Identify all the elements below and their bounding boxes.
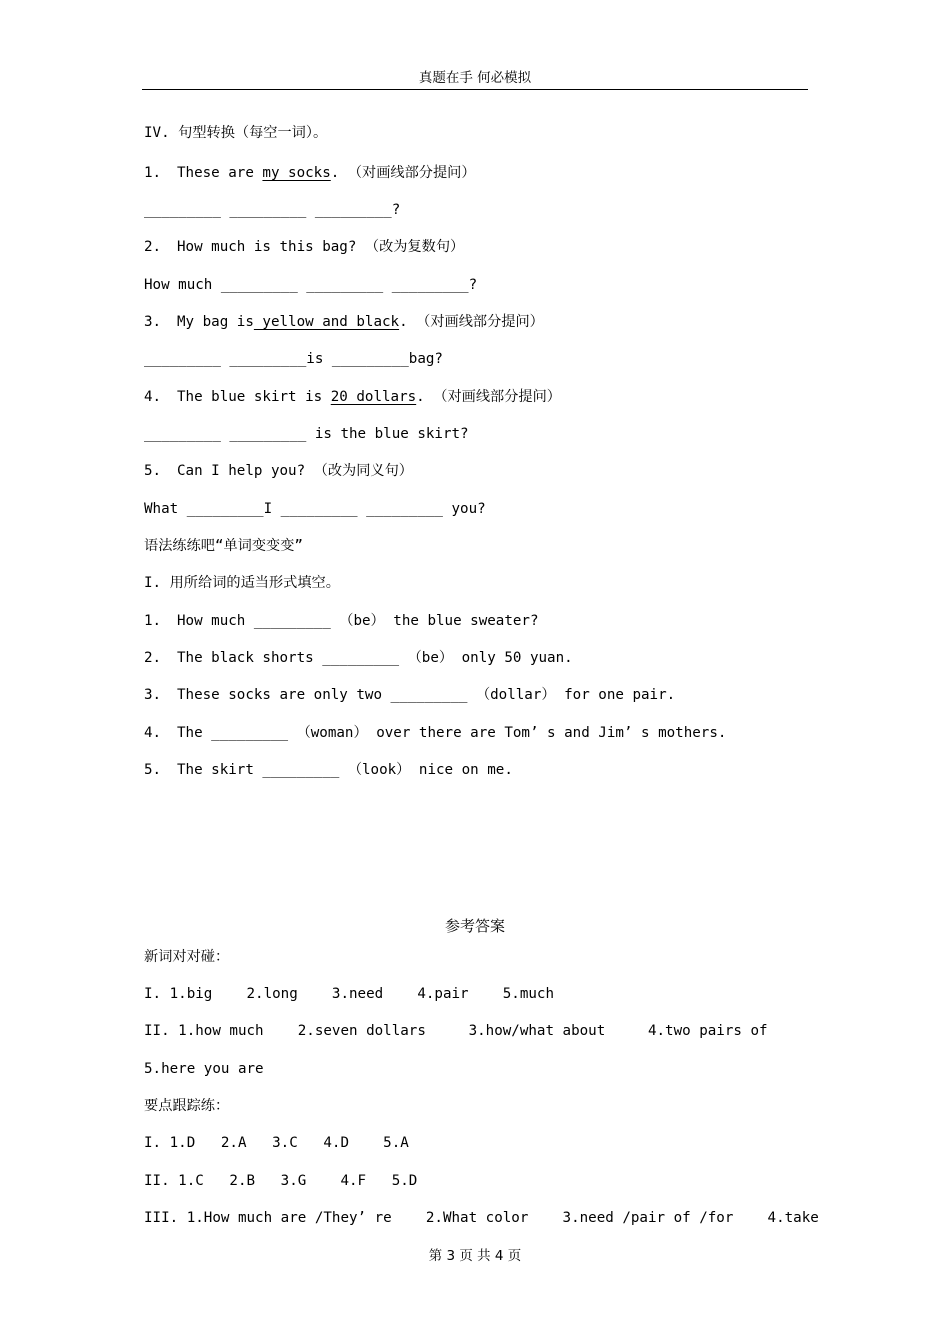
grammar-item-5 xyxy=(144,761,513,779)
answer-line: 新词对对碰： xyxy=(144,949,230,965)
answer-line: I. 1.D 2.A 3.C 4.D 5.A xyxy=(144,1135,409,1151)
answer-line: 5.here you are xyxy=(144,1061,264,1077)
answer-line: 要点跟踪练： xyxy=(144,1098,230,1114)
grammar-item-4 xyxy=(144,724,726,742)
header-divider xyxy=(142,89,808,90)
iv-question-2 xyxy=(144,238,464,256)
question-text: The blue skirt is xyxy=(177,389,331,405)
question-text: The skirt _________ （look） nice on me. xyxy=(177,762,513,778)
answer-line: III. 1.How much are /They’ re 2.What color 3.need /pair of /for 4.take xyxy=(144,1210,819,1226)
question-text: Can I help you? （改为同义句） xyxy=(177,463,413,479)
question-number: 5. xyxy=(144,463,162,479)
grammar-item-1 xyxy=(144,612,539,630)
grammar-item-2 xyxy=(144,649,573,667)
page-header: 真题在手 何必模拟 xyxy=(418,70,532,86)
iv-answer-line-2: How much _________ _________ _________? xyxy=(144,277,478,293)
grammar-subheading: I. 用所给词的适当形式填空。 xyxy=(144,575,340,591)
underlined-phrase: my socks xyxy=(262,165,331,181)
section-iv-heading: IV. 句型转换（每空一词）。 xyxy=(144,125,328,141)
iv-question-1 xyxy=(144,164,476,182)
question-number: 5. xyxy=(144,762,162,778)
question-instruction: . （对画线部分提问） xyxy=(416,389,561,405)
question-instruction: . （对画线部分提问） xyxy=(399,314,544,330)
question-number: 1. xyxy=(144,613,162,629)
question-text: These socks are only two _________ （dollar） for one pair. xyxy=(177,687,676,703)
question-number: 4. xyxy=(144,725,162,741)
answer-line: II. 1.C 2.B 3.G 4.F 5.D xyxy=(144,1173,418,1189)
question-number: 3. xyxy=(144,687,162,703)
question-number: 4. xyxy=(144,389,162,405)
iv-answer-line-4: _________ _________ is the blue skirt? xyxy=(144,426,469,442)
question-text: My bag is xyxy=(177,314,254,330)
iv-question-5 xyxy=(144,462,413,480)
iv-answer-line-3: _________ _________is _________bag? xyxy=(144,351,443,367)
page-footer: 第 3 页 共 4 页 xyxy=(428,1248,522,1264)
iv-answer-line-1: _________ _________ _________? xyxy=(144,202,401,218)
grammar-item-3 xyxy=(144,686,675,704)
question-text: How much is this bag? （改为复数句） xyxy=(177,239,465,255)
question-text: The black shorts _________ （be） only 50 yuan. xyxy=(177,650,573,666)
question-number: 1. xyxy=(144,165,162,181)
grammar-heading: 语法练练吧“单词变变变” xyxy=(144,538,303,554)
underlined-phrase: yellow and black xyxy=(253,314,400,330)
iv-answer-line-5: What _________I _________ _________ you? xyxy=(144,501,486,517)
question-number: 2. xyxy=(144,650,162,666)
iv-question-4 xyxy=(144,388,561,406)
question-instruction: . （对画线部分提问） xyxy=(330,165,476,181)
iv-question-3 xyxy=(144,313,544,331)
question-number: 3. xyxy=(144,314,162,330)
question-number: 2. xyxy=(144,239,162,255)
answer-line: II. 1.how much 2.seven dollars 3.how/what about 4.two pairs of xyxy=(144,1023,768,1039)
answer-line: I. 1.big 2.long 3.need 4.pair 5.much xyxy=(144,986,554,1002)
answers-title: 参考答案 xyxy=(444,917,505,935)
question-text: The _________ （woman） over there are Tom’ s and Jim’ s mothers. xyxy=(177,725,727,741)
question-text: How much _________ （be） the blue sweater? xyxy=(177,613,539,629)
underlined-phrase: 20 dollars xyxy=(330,389,417,405)
question-text: These are xyxy=(177,165,263,181)
